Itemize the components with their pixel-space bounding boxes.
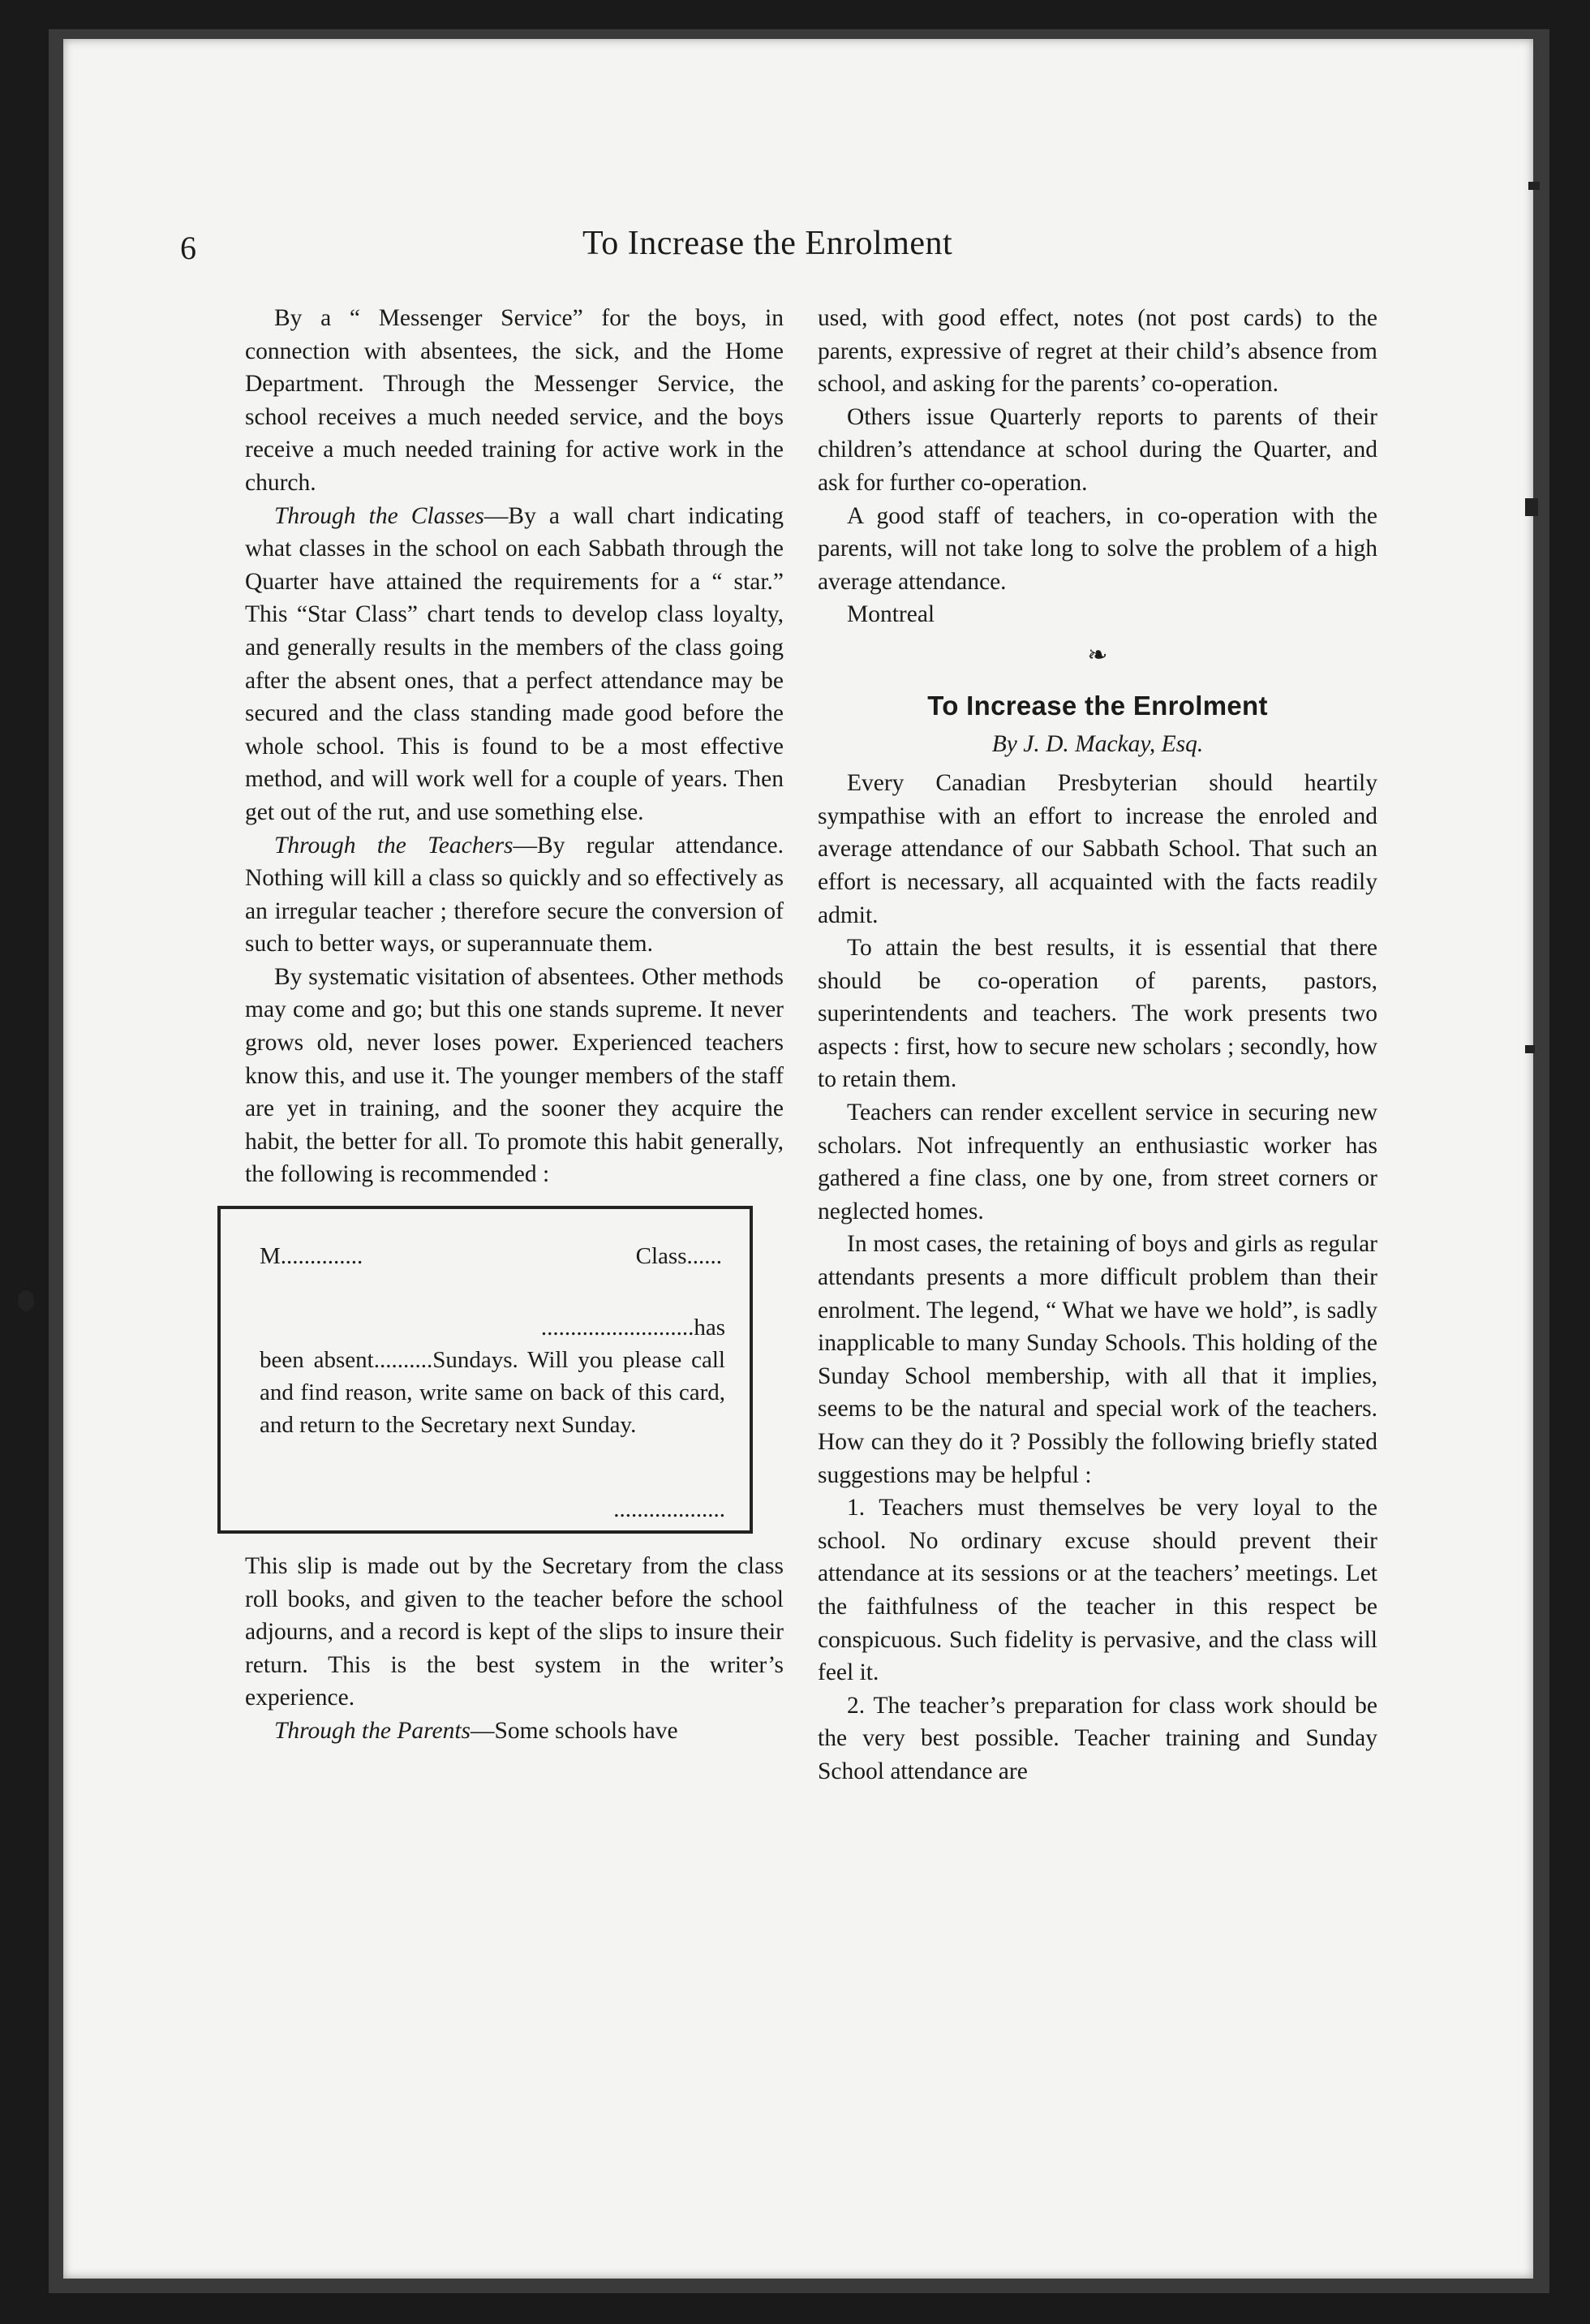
running-head: To Increase the Enrolment [582,225,953,262]
lead-through-teachers: Through the Teachers [274,832,514,859]
paragraph-best-results: To attain the best results, it is essential that there should be co-operation of parents, pastors, superintendents and teachers. The work presents two aspects : first, how to secure new scholars ; secondly, how to retain them. [818,935,1377,1093]
slip-name-line: ..........................has [540,1315,725,1341]
paragraph-systematic-visitation: By systematic visitation of absentees. Other methods may come and go; but this one stands supreme. It never grows old, never loses power. Experienced teachers know this, and use it. The younger members of the staff are yet in training, and the sooner they acquire the habit, the better for all. To promote this habit generally, the following is recommended : [245,963,784,1188]
right-column [818,302,1377,1788]
paragraph-new-scholars: Teachers can render excellent service in securing new scholars. Not infrequently an enthusiastic worker has gathered a fine class, one by one, from street corners or neglected homes. [818,1100,1377,1224]
paragraph-messenger-service: By a “ Messenger Service” for the boys, in connection with absentees, the sick, and the Home Department. Through the Messenger Service, the school receives a much needed service, and the boys receive a much needed training for active work in the church. [245,305,784,496]
paragraph-suggestion-2: 2. The teacher’s preparation for class work should be the very best possible. Teacher training and Sunday School attendance are [818,1692,1377,1784]
page-number: 6 [180,230,196,266]
slip-member-field: M.............. [260,1243,363,1270]
text-through-teachers: —By regular attendance. Nothing will kill a class so quickly and so effectively as an irregular teacher ; therefore secure the conversion of such to better ways, or superannuate them. [245,832,784,958]
paragraph-every-canadian: Every Canadian Presbyterian should heartily sympathise with an effort to increase the enroled and average attendance of our Sabbath School. That such an effort is necessary, all acquainted with the facts readily admit. [818,770,1377,928]
paragraph-through-parents [245,1715,784,1748]
fleuron-ornament-icon: ❧ [1087,641,1108,669]
paragraph-good-staff: A good staff of teachers, in co-operation with the parents, will not take long to solve the problem of a high average attendance. [818,502,1377,595]
text-through-classes: —By a wall chart indicating what classes in the school on each Sabbath through the Quarter have attained the requirements for a “ star.” This “Star Class” chart tends to develop class loyalty, and generally results in the members of the class going after the absent ones, that a perfect attendance may be secured and the class standing made good before the whole school. This is found to be a most effective method, and will work well for a couple of years. Then get out of the rut, and use something else. [245,502,784,825]
article-title: To Increase the Enrolment [927,690,1268,721]
page-header [180,224,1048,273]
text-through-parents: —Some schools have [471,1718,678,1744]
lead-through-classes: Through the Classes [274,502,484,529]
slip-body [260,1311,725,1441]
dateline-place: Montreal [847,601,935,628]
slip-signature-line: ................... [613,1496,725,1523]
scan-mark [1525,1045,1535,1053]
article-byline: By J. D. Mackay, Esq. [991,730,1204,757]
paragraph-retaining: In most cases, the retaining of boys and girls as regular attendants presents a more difficult problem than their enrolment. The legend, “ What we have we hold”, is sadly inapplicable to many Sunday Schools. This holding of the Sunday School membership, with all that it implies, seems to be the natural and special work of the teachers. How can they do it ? Possibly the following briefly stated suggestions may be helpful : [818,1231,1377,1488]
paragraph-slip-description: This slip is made out by the Secretary from the class roll books, and given to the teacher before the school adjourns, and a record is kept of the slips to insure their return. This is the best system in the writer’s experience. [245,1553,784,1711]
slip-class-field: Class...... [635,1243,722,1270]
left-column [245,302,784,1748]
slip-header-line [260,1240,725,1272]
paragraph-through-classes [245,500,784,829]
scan-mark [1525,498,1538,516]
scan-mark [18,1290,34,1311]
slip-text: been absent..........Sundays. Will you please call and find reason, write same on back of this card, and return to the Secretary next Sunday. [260,1347,725,1439]
paragraph-notes-to-parents: used, with good effect, notes (not post cards) to the parents, expressive of regret at their child’s absence from school, and asking for the parents’ co-operation. [818,305,1377,398]
paragraph-quarterly-reports: Others issue Quarterly reports to parents of their children’s attendance at school during the Quarter, and ask for further co-operation. [818,403,1377,496]
scan-mark [1528,182,1540,190]
absentee-slip [217,1206,753,1534]
lead-through-parents: Through the Parents [274,1718,471,1744]
paragraph-suggestion-1: 1. Teachers must themselves be very loyal to the school. No ordinary excuse should prevent their attendance at its sessions or at the teachers’ meetings. Let the faithfulness of the teacher in this respect be conspicuous. Such fidelity is pervasive, and the class will feel it. [818,1495,1377,1686]
paragraph-through-teachers [245,829,784,961]
